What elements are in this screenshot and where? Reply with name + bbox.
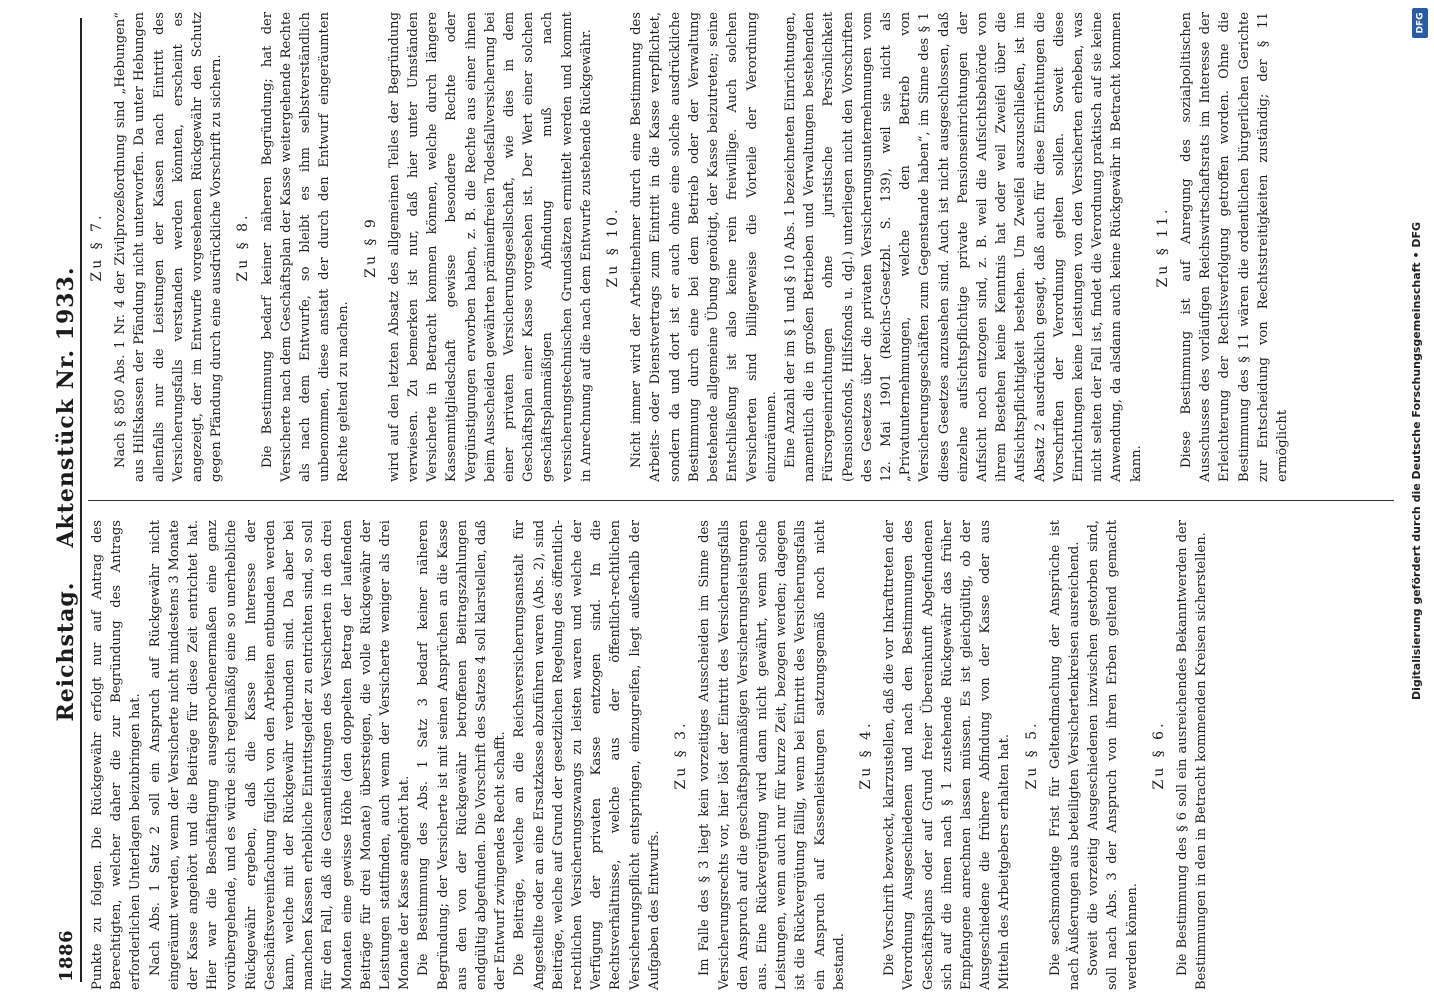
- section-heading: Zu § 8.: [235, 212, 252, 282]
- column-divider: [88, 500, 1394, 501]
- paragraph: Diese Bestimmung ist auf Anregung des sozialpolitischen Ausschusses des vorläufigen Reichswirtschaftsrats im Interesse der Erleichterung der Rechtsverfolgung getroffen worden. Ohne die Bestimmung des § 11 wären die ordentlichen bürgerlichen Gerichte zur Entscheidung von Rechtsstreitigkeiten zuständig; der § 11 ermöglicht: [1178, 12, 1290, 482]
- paragraph: Die Beiträge, welche an die Reichsversicherungsanstalt für Angestellte oder an eine Ersatzkasse abzuführen waren (Abs. 2), sind Beiträge, welche auf Grund der gesetzlichen Regelung des öffentlich-rechtlichen Versicherungszwangs zu leisten waren und welche der Verfügung der privaten Kasse entzogen sind. In die Rechtsverhältnisse, welche aus der öffentlich-rechtlichen Versicherungspflicht entspringen, einzugreifen, liegt außerhalb der Aufgaben des Entwurfs.: [512, 520, 662, 990]
- right-column: [88, 12, 1292, 482]
- left-column: [88, 520, 1211, 990]
- paragraph: Nach Abs. 1 Satz 2 soll ein Anspruch auf Rückgewähr nicht eingeräumt werden, wenn der Versicherte nicht mindestens 3 Monate der Kasse angehört und die Beiträge für diese Zeit entrichtet hat. Hier war die Beschäftigung ausgesprochenermaßen eine ganz vorübergehende, und es würde sich regelmäßig eine so unerhebliche Rückgewähr ergeben, daß die Kasse im Interesse der Geschäftsvereinfachung füglich von den Arbeiten entbunden werden kann, welche mit der Rückgewähr verbunden sind. Da aber bei manchen Kassen erhebliche Eintrittsgelder zu entrichten sind, so soll für den Fall, daß die Gesamtleistungen des Versicherten in den drei Monaten eine gewisse Höhe (den doppelten Betrag der laufenden Beiträge für drei Monate) übersteigen, die volle Rückgewähr der Leistungen stattfinden, auch wenn der Versicherte weniger als drei Monate der Kasse angehört hat.: [147, 520, 413, 990]
- paragraph: Die Vorschrift bezweckt, klarzustellen, daß die vor Inkrafttreten der Verordnung Ausgeschiedenen und nach den Bestimmungen des Geschäftsplans oder auf Grund freier Übereinkunft Abgefundenen sich auf die ihnen nach § 1 zustehende Rückgewähr das früher Empfangene anrechnen lassen müssen. Es ist gleichgültig, ob der Ausgeschiedene die frühere Abfindung von der Kasse oder aus Mitteln des Arbeitgebers erhalten hat.: [882, 520, 1013, 990]
- paragraph: Die Bestimmung des § 6 soll ein ausreichendes Bekanntwerden der Bestimmungen in den in Betracht kommenden Kreisen sicherstellen.: [1174, 520, 1210, 990]
- paragraph: Die sechsmonatige Frist für Geltendmachung der Ansprüche ist nach Äußerungen aus beteiligten Versichertenkreisen ausreichend.: [1047, 520, 1082, 990]
- credit-strip: [1404, 0, 1434, 1000]
- paragraph: Die Bestimmung des Abs. 1 Satz 3 bedarf keiner näheren Begründung; der Versicherte ist mit seinen Ansprüchen an die Kasse aus den von der Rückgewähr betroffenen Beitragszahlungen endgültig abgefunden. Die Vorschrift des Satzes 4 soll klarstellen, daß der Entwurf zwingendes Recht schafft.: [416, 520, 509, 990]
- paragraph: Im Falle des § 3 liegt kein vorzeitiges Ausscheiden im Sinne des Versicherungsrechts vor, hier löst der Eintritt des Versicherungsfalls den Anspruch auf die geschäftsplanmäßigen Versicherungsleistungen aus. Eine Rückvergütung wird dann nicht gewährt, wenn solche Leistungen, wenn auch nur für kurze Zeit, bezogen werden; dagegen ist die Rückvergütung fällig, wenn bei Eintritt des Versicherungsfalls ein Anspruch auf Kassenleistungen satzungsgemäß noch nicht bestand.: [697, 520, 847, 990]
- document-number: Aktenstück Nr. 1933.: [53, 266, 79, 548]
- paragraph: Soweit die vorzeitig Ausgeschiedenen inzwischen gestorben sind, soll nach Abs. 3 der Anspruch von ihren Erben geltend gemacht werden können.: [1086, 520, 1140, 990]
- section-heading: Zu § 11.: [1154, 206, 1171, 288]
- section-heading: Zu § 6.: [1150, 720, 1167, 790]
- section-heading: Zu § 3.: [673, 720, 690, 790]
- paragraph: Die Bestimmung bedarf keiner näheren Begründung; hat der Versicherte nach dem Geschäftsplan der Kasse weitergehende Rechte als nach dem Entwurfe, so bleibt es ihm selbstverständlich unbenommen, diese anstatt der durch den Entwurf eingeräumten Rechte geltend zu machen.: [259, 12, 352, 482]
- dfg-logo-icon: DFG: [1412, 8, 1428, 38]
- section-heading: Zu § 7.: [89, 212, 105, 282]
- journal-name: Reichstag.: [53, 581, 79, 722]
- section-heading: Zu § 9: [362, 216, 379, 278]
- credit-text: Digitalisierung gefördert durch die Deutsche Forschungsgemeinschaft • DFG: [1410, 221, 1423, 700]
- section-heading: Zu § 5.: [1023, 720, 1040, 790]
- page-header: [52, 18, 82, 982]
- paragraph: Punkte zu folgen. Die Rückgewähr erfolgt nur auf Antrag des Berechtigten, welcher daher die zur Begründung des Antrags erforderlichen Unterlagen beizubringen hat.: [90, 520, 144, 990]
- paragraph: Eine Anzahl der im § 1 und § 10 Abs. 1 bezeichneten Einrichtungen, namentlich die in großen Betrieben und Verwaltungen bestehenden Fürsorgeeinrichtungen ohne juristische Persönlichkeit (Pensionsfonds, Hilfsfonds u. dgl.) unterliegen nicht den Vorschriften des Gesetzes über die privaten Versicherungsunternehmungen vom 12. Mai 1901 (Reichs-Gesetzbl. S. 139), weil sie nicht als „Privatunternehmungen, welche den Betrieb von Versicherungsgeschäften zum Gegenstande haben“, im Sinne des § 1 dieses Gesetzes anzusehen sind. Auch ist nicht ausgeschlossen, daß einzelne aufsichtspflichtige private Pensionseinrichtungen der Aufsicht noch entzogen sind, z. B. weil die Aufsichtsbehörde von ihrem Bestehen keine Kenntnis hat oder weil Zweifel über die Aufsichtspflichtigkeit bestehen. Um Zweifel auszuschließen, ist im Absatz 2 ausdrücklich gesagt, daß auch für diese Einrichtungen die Vorschriften der Verordnung gelten sollen. Soweit diese Einrichtungen keine Leistungen von den Versicherten erheben, was nicht selten der Fall ist, findet die Verordnung praktisch auf sie keine Anwendung, da alsdann auch keine Rückgewähr in Betracht kommen kann.: [782, 12, 1144, 482]
- paragraph: wird auf den letzten Absatz des allgemeinen Teiles der Begründung verwiesen. Zu bemerken ist nur, daß hier unter Umständen Versicherte in Betracht kommen können, welche durch längere Kassenmitgliedschaft gewisse besondere Rechte oder Vergünstigungen erworben haben, z. B. die Rechte aus einer ihnen beim Ausscheiden gewährten prämienfreien Todesfallversicherung bei einer privaten Versicherungsgesellschaft, wie dies in dem Geschäftsplan einer Kasse vorgesehen ist. Der Wert einer solchen geschäftsplanmäßigen Abfindung muß nach versicherungstechnischen Grundsätzen ermittelt werden und kommt in Anrechnung auf die nach dem Entwurfe zustehende Rückgewähr.: [386, 11, 594, 482]
- header-title: [53, 266, 79, 721]
- page-number: 1886: [55, 929, 77, 982]
- section-heading: Zu § 10.: [605, 206, 622, 288]
- section-heading: Zu § 4.: [857, 720, 874, 790]
- paragraph: Nicht immer wird der Arbeitnehmer durch eine Bestimmung des Arbeits- oder Dienstvertrags zum Eintritt in die Kasse verpflichtet, sondern da und dort ist er auch ohne eine solche ausdrückliche Bestimmung durch eine bei dem Betrieb oder der Verwaltung bestehende allgemeine Übung genötigt, der Kasse beizutreten; seine Entschließung ist also keine rein freiwillige. Auch solchen Versicherten sind billigerweise die Vorteile der Verordnung einzuräumen.: [629, 12, 779, 482]
- paragraph: Nach § 850 Abs. 1 Nr. 4 der Zivilprozeßordnung sind „Hebungen“ aus Hilfskassen der Pfändung nicht unterworfen. Da unter Hebungen allenfalls nur die Leistungen der Kassen nach Eintritt des Versicherungsfalls verstanden werden könnten, erscheint es angezeigt, der im Entwurfe vorgesehenen Rückgewähr den Schutz gegen Pfändung durch eine ausdrückliche Vorschrift zu sichern.: [113, 12, 225, 482]
